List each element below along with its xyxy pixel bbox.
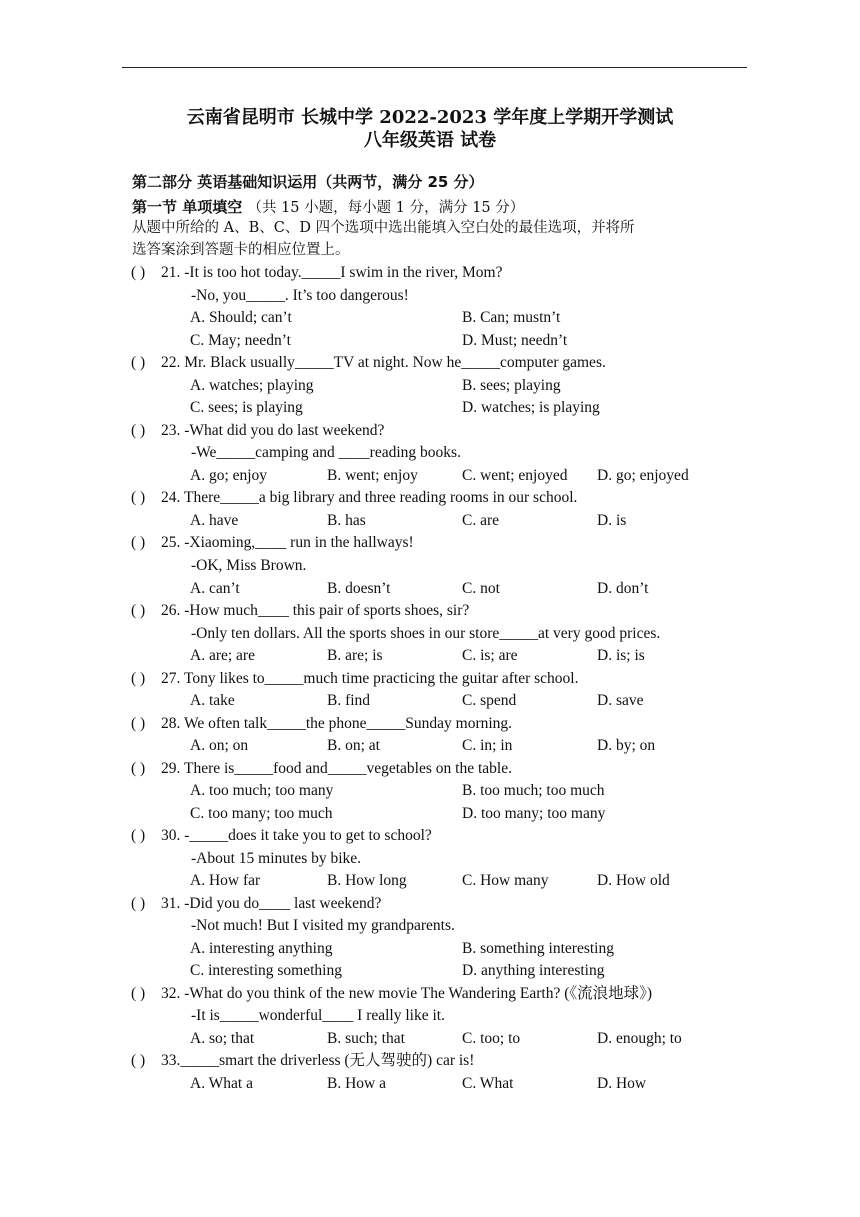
option-a[interactable]: A. so; that — [190, 1030, 255, 1047]
exam-subtitle: 八年级英语 试卷 — [363, 130, 497, 151]
option-a[interactable]: A. are; are — [190, 647, 255, 664]
option-d[interactable]: D. How old — [597, 872, 670, 889]
section-title: 第一节 单项填空 — [132, 198, 243, 216]
option-b[interactable]: B. too much; too much — [462, 782, 605, 799]
option-c[interactable]: C. May; needn’t — [190, 332, 291, 349]
option-a[interactable]: A. can’t — [190, 580, 240, 597]
option-c[interactable]: C. What — [462, 1075, 514, 1092]
question-33-stem: 33._____smart the driverless (无人驾驶的) car is! — [161, 1052, 475, 1069]
option-d[interactable]: D. by; on — [597, 737, 656, 754]
option-a[interactable]: A. take — [190, 692, 235, 709]
option-b[interactable]: B. on; at — [327, 737, 380, 754]
answer-blank[interactable]: ( ) — [131, 602, 146, 619]
answer-blank[interactable]: ( ) — [131, 760, 146, 777]
question-21-stem: 21. -It is too hot today._____I swim in the river, Mom? — [161, 264, 503, 281]
question-31-reply: -Not much! But I visited my grandparents. — [191, 917, 455, 934]
instruction-line: 选答案涂到答题卡的相应位置上。 — [132, 242, 350, 258]
option-a[interactable]: A. go; enjoy — [190, 467, 268, 484]
section-instruction — [132, 217, 732, 261]
answer-blank[interactable]: ( ) — [131, 670, 146, 687]
option-a[interactable]: A. too much; too many — [190, 782, 334, 799]
question-32-stem: 32. -What do you think of the new movie The Wandering Earth? (《流浪地球》) — [161, 985, 653, 1002]
option-a[interactable]: A. watches; playing — [190, 377, 314, 394]
option-b[interactable]: B. find — [327, 692, 371, 709]
part-title: 第二部分 英语基础知识运用（共两节，满分 25 分） — [132, 173, 484, 191]
option-c[interactable]: C. is; are — [462, 647, 518, 664]
option-c[interactable]: C. in; in — [462, 737, 513, 754]
option-c[interactable]: C. went; enjoyed — [462, 467, 568, 484]
option-b[interactable]: B. such; that — [327, 1030, 405, 1047]
option-c[interactable]: C. How many — [462, 872, 549, 889]
option-d[interactable]: D. save — [597, 692, 644, 709]
section-heading — [132, 196, 524, 217]
option-b[interactable]: B. are; is — [327, 647, 383, 664]
answer-blank[interactable]: ( ) — [131, 534, 146, 551]
option-b[interactable]: B. something interesting — [462, 940, 614, 957]
question-31-stem: 31. -Did you do____ last weekend? — [161, 895, 382, 912]
option-c[interactable]: C. are — [462, 512, 500, 529]
question-23-stem: 23. -What did you do last weekend? — [161, 422, 385, 439]
question-26-reply: -Only ten dollars. All the sports shoes in our store_____at very good prices. — [191, 625, 661, 642]
option-a[interactable]: A. What a — [190, 1075, 253, 1092]
option-a[interactable]: A. interesting anything — [190, 940, 333, 957]
option-d[interactable]: D. don’t — [597, 580, 649, 597]
question-23-reply: -We_____camping and ____reading books. — [191, 444, 461, 461]
option-c[interactable]: C. not — [462, 580, 500, 597]
answer-blank[interactable]: ( ) — [131, 264, 146, 281]
question-24-stem: 24. There_____a big library and three reading rooms in our school. — [161, 489, 578, 506]
option-a[interactable]: A. on; on — [190, 737, 249, 754]
question-25-reply: -OK, Miss Brown. — [191, 557, 307, 574]
answer-blank[interactable]: ( ) — [131, 827, 146, 844]
option-d[interactable]: D. Must; needn’t — [462, 332, 568, 349]
answer-blank[interactable]: ( ) — [131, 895, 146, 912]
answer-blank[interactable]: ( ) — [131, 1052, 146, 1069]
question-25-stem: 25. -Xiaoming,____ run in the hallways! — [161, 534, 414, 551]
option-d[interactable]: D. enough; to — [597, 1030, 682, 1047]
option-d[interactable]: D. too many; too many — [462, 805, 606, 822]
option-a[interactable]: A. How far — [190, 872, 261, 889]
question-28-stem: 28. We often talk_____the phone_____Sunday morning. — [161, 715, 513, 732]
option-d[interactable]: D. watches; is playing — [462, 399, 600, 416]
option-b[interactable]: B. Can; mustn’t — [462, 309, 561, 326]
answer-blank[interactable]: ( ) — [131, 715, 146, 732]
answer-blank[interactable]: ( ) — [131, 422, 146, 439]
question-26-stem: 26. -How much____ this pair of sports shoes, sir? — [161, 602, 470, 619]
question-29-stem: 29. There is_____food and_____vegetables on the table. — [161, 760, 512, 777]
option-b[interactable]: B. How long — [327, 872, 407, 889]
option-c[interactable]: C. interesting something — [190, 962, 342, 979]
instruction-line: 从题中所给的 A、B、C、D 四个选项中选出能填入空白处的最佳选项，并将所 — [132, 220, 635, 236]
answer-blank[interactable]: ( ) — [131, 985, 146, 1002]
question-30-reply: -About 15 minutes by bike. — [191, 850, 362, 867]
option-a[interactable]: A. have — [190, 512, 239, 529]
option-c[interactable]: C. sees; is playing — [190, 399, 303, 416]
option-d[interactable]: D. go; enjoyed — [597, 467, 689, 484]
top-rule — [122, 67, 747, 68]
question-30-stem: 30. -_____does it take you to get to school? — [161, 827, 432, 844]
option-b[interactable]: B. sees; playing — [462, 377, 561, 394]
option-d[interactable]: D. How — [597, 1075, 647, 1092]
option-a[interactable]: A. Should; can’t — [190, 309, 292, 326]
option-d[interactable]: D. anything interesting — [462, 962, 605, 979]
option-d[interactable]: D. is — [597, 512, 627, 529]
option-c[interactable]: C. too many; too much — [190, 805, 333, 822]
option-b[interactable]: B. doesn’t — [327, 580, 391, 597]
question-21-reply: -No, you_____. It’s too dangerous! — [191, 287, 409, 304]
option-b[interactable]: B. has — [327, 512, 366, 529]
option-b[interactable]: B. went; enjoy — [327, 467, 418, 484]
answer-blank[interactable]: ( ) — [131, 489, 146, 506]
question-22-stem: 22. Mr. Black usually_____TV at night. Now he_____computer games. — [161, 354, 606, 371]
answer-blank[interactable]: ( ) — [131, 354, 146, 371]
question-27-stem: 27. Tony likes to_____much time practicing the guitar after school. — [161, 670, 579, 687]
option-d[interactable]: D. is; is — [597, 647, 645, 664]
option-c[interactable]: C. spend — [462, 692, 517, 709]
option-b[interactable]: B. How a — [327, 1075, 386, 1092]
question-32-reply: -It is_____wonderful____ I really like it. — [191, 1007, 445, 1024]
option-c[interactable]: C. too; to — [462, 1030, 521, 1047]
section-note: （共 15 小题，每小题 1 分，满分 15 分） — [247, 200, 525, 216]
exam-title: 云南省昆明市 长城中学 2022-2023 学年度上学期开学测试 — [186, 107, 674, 128]
